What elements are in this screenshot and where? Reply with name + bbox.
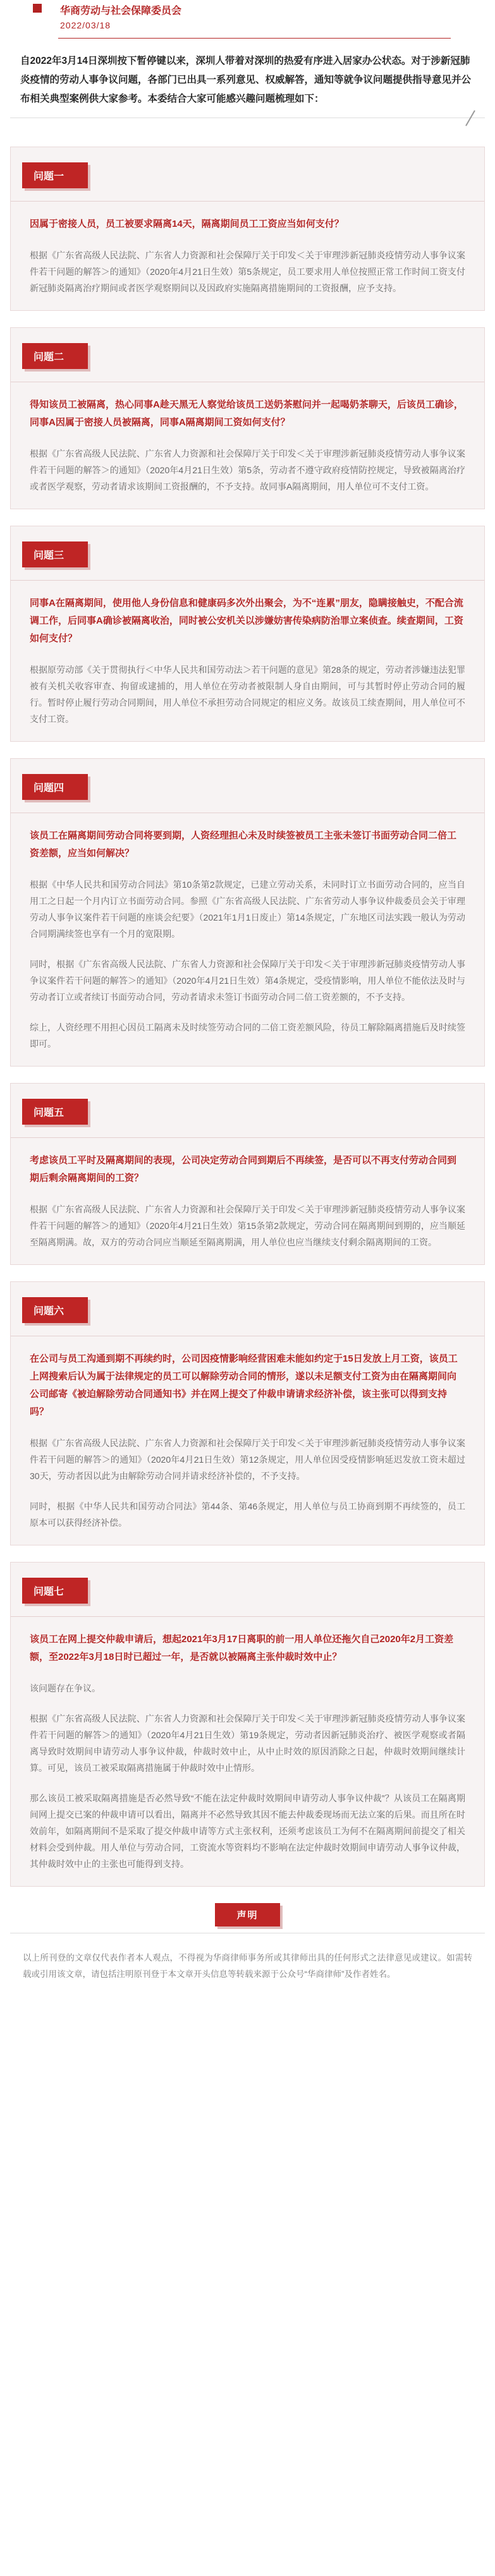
answer-block — [11, 1435, 484, 1531]
question-card — [10, 1562, 485, 1887]
question-tag: 问题五 — [22, 1099, 88, 1125]
organization-name: 华商劳动与社会保障委员会 — [60, 6, 182, 16]
question-text: 在公司与员工沟通到期不再续约时，公司因疫情影响经营困难未能如约定于15日发放上月工资，该员工上网搜索后认为属于法律规定的员工可以解除劳动合同的情形，遂以未足额支付工资为由在隔离期间向公司邮寄《被迫解除劳动合同通知书》并在网上提交了仲裁申请请求经济补偿，该主张可以得到支持吗？ — [30, 1353, 458, 1417]
card-divider — [11, 1616, 484, 1617]
card-divider — [11, 580, 484, 581]
question-tag: 问题一 — [22, 162, 88, 188]
answer-paragraph: 根据《广东省高级人民法院、广东省人力资源和社会保障厅关于印发＜关于审理涉新冠肺炎疫情劳动人事争议案件若干问题的解答＞的通知》（2020年4月21日生效）第15条第2款规定，劳动合同在隔离期间到期的，应当顺延至隔离期满。故，双方的劳动合同应当顺延至隔离期满，用人单位也应当继续支付剩余隔离期间的工资。 — [30, 1204, 465, 1247]
brand-mark — [33, 4, 42, 13]
answer-block — [11, 876, 484, 1052]
statement-header — [0, 1903, 495, 1926]
answer-block — [11, 662, 484, 727]
answer-paragraph: 该问题存在争议。 — [30, 1683, 101, 1693]
question-text: 同事A在隔离期间，使用他人身份信息和健康码多次外出聚会，为不“连累”朋友，隐瞒接触史，不配合流调工作，后同事A确诊被隔离收治，同时被公安机关以涉嫌妨害传染病防治罪立案侦查。续查期间，工资如何支付？ — [30, 598, 463, 644]
answer-paragraph: 根据《广东省高级人民法院、广东省人力资源和社会保障厅关于印发＜关于审理涉新冠肺炎疫情劳动人事争议案件若干问题的解答＞的通知》（2020年4月21日生效）第12条规定，用人单位因受疫情影响延迟发放工资未超过30天，劳动者因以此为由解除劳动合同并请求经济补偿的，不予支持。 — [30, 1438, 465, 1481]
card-divider — [11, 201, 484, 202]
question-card — [10, 526, 485, 742]
question-tag: 问题四 — [22, 774, 88, 800]
answer-block — [11, 445, 484, 495]
answer-paragraph: 根据《中华人民共和国劳动合同法》第10条第2款规定，已建立劳动关系，未同时订立书面劳动合同的，应当自用工之日起一个月内订立书面劳动合同。参照《广东省高级人民法院、广东省劳动人事争议仲裁委员会关于审理劳动人事争议案件若干问题的座谈会纪要》（2021年1月1日废止）第14条规定，广东地区司法实践一般认为劳动合同期满续签也享有一个月的宽限期。 — [30, 880, 465, 939]
question-text: 考虑该员工平时及隔离期间的表现，公司决定劳动合同到期后不再续签，是否可以不再支付劳动合同到期后剩余隔离期间的工资？ — [30, 1155, 457, 1183]
article-header — [0, 0, 495, 44]
question-card — [10, 147, 485, 311]
answer-paragraph: 根据《广东省高级人民法院、广东省人力资源和社会保障厅关于印发＜关于审理涉新冠肺炎疫情劳动人事争议案件若干问题的解答＞的通知》（2020年4月21日生效）第5条规定，员工要求用人单位按照正常工作时间工资支付新冠肺炎隔离治疗期间或者医学观察期间以及因政府实施隔离措施期间的工资报酬，应予支持。 — [30, 250, 465, 293]
card-divider — [11, 1137, 484, 1138]
question-list — [0, 147, 495, 1887]
question-text: 得知该员工被隔离，热心同事A趁天黑无人察觉给该员工送奶茶慰问并一起喝奶茶聊天，后该员工确诊，同事A因属于密接人员被隔离，同事A隔离期间工资如何支付？ — [30, 399, 463, 428]
intro-text: 自2022年3月14日深圳按下暂停键以来，深圳人带着对深圳的热爱有序进入居家办公状态。对于涉新冠肺炎疫情的劳动人事争议问题，各部门已出具一系列意见、权威解答，通知等就争议问题提供指导意见并公布相关典型案例供大家参考。本委结合大家可能感兴趣问题梳理如下： — [20, 56, 472, 104]
question-text: 该员工在网上提交仲裁申请后，想起2021年3月17日离职的前一用人单位还拖欠自己2020年2月工资差额，至2022年3月18日时已超过一年，是否就以被隔离主张仲裁时效中止？ — [30, 1634, 454, 1662]
answer-paragraph: 根据原劳动部《关于贯彻执行＜中华人民共和国劳动法＞若干问题的意见》第28条的规定，劳动者涉嫌违法犯罪被有关机关收容审查、拘留或逮捕的，用人单位在劳动者被限制人身自由期间，可与其暂时停止劳动合同的履行。暂时停止履行劳动合同期间，用人单位不承担劳动合同规定的相应义务。故该员工续查期间，用人单位可不支付工资。 — [30, 665, 465, 724]
answer-paragraph: 综上，人资经理不用担心因员工隔离未及时续签劳动合同的二倍工资差额风险，待员工解除隔离措施后及时续签即可。 — [30, 1022, 465, 1049]
statement-tag: 声明 — [215, 1903, 279, 1926]
slash-icon — [465, 110, 475, 126]
answer-block — [11, 1680, 484, 1872]
answer-paragraph: 同时，根据《广东省高级人民法院、广东省人力资源和社会保障厅关于印发＜关于审理涉新冠肺炎疫情劳动人事争议案件若干问题的解答＞的通知》（2020年4月21日生效）第4条规定，受疫情影响，用人单位不能依法及时与劳动者订立或者续订书面劳动合同，劳动者请求未签订书面劳动合同二倍工资差额的，不予支持。 — [30, 959, 465, 1002]
header-rule — [58, 38, 451, 39]
answer-paragraph: 根据《广东省高级人民法院、广东省人力资源和社会保障厅关于印发＜关于审理涉新冠肺炎疫情劳动人事争议案件若干问题的解答＞的通知》（2020年4月21日生效）第5条，劳动者不遵守政府疫情防控规定，导致被隔离治疗或者医学观察，劳动者请求该期间工资报酬的，不予支持。故同事A隔离期间，用人单位可不支付工资。 — [30, 449, 465, 492]
statement-text: 以上所刊登的文章仅代表作者本人观点，不得视为华商律师事务所或其律师出具的任何形式之法律意见或建议。如需转载或引用该文章，请包括注明原刊登于本文章开头信息等转载来源于公众号“华商律师”及作者姓名。 — [10, 1933, 485, 1995]
answer-paragraph: 同时，根据《中华人民共和国劳动合同法》第44条、第46条规定，用人单位与员工协商到期不再续签的，员工原本可以获得经济补偿。 — [30, 1501, 465, 1528]
question-card — [10, 1281, 485, 1545]
question-tag: 问题三 — [22, 541, 88, 567]
question-tag: 问题七 — [22, 1578, 88, 1604]
publish-date: 2022/03/18 — [60, 20, 111, 30]
question-card — [10, 327, 485, 509]
question-text: 该员工在隔离期间劳动合同将要到期，人资经理担心未及时续签被员工主张未签订书面劳动合同二倍工资差额，应当如何解决？ — [30, 830, 457, 859]
answer-paragraph: 根据《广东省高级人民法院、广东省人力资源和社会保障厅关于印发＜关于审理涉新冠肺炎疫情劳动人事争议案件若干问题的解答＞的通知》（2020年4月21日生效）第19条规定，劳动者因新冠肺炎治疗、被医学观察或者隔离导致时效期间申请劳动人事争议仲裁，仲裁时效中止，从中止时效的原因消除之日起，仲裁时效期间继续计算。可见，该员工被采取隔离措施属于仲裁时效中止情形。 — [30, 1714, 465, 1773]
question-card — [10, 1083, 485, 1265]
answer-block — [11, 1201, 484, 1250]
question-card — [10, 758, 485, 1067]
intro-divider — [10, 118, 485, 129]
answer-paragraph: 那么该员工被采取隔离措施是否必然导致“不能在法定仲裁时效期间申请劳动人事争议仲裁”？从该员工在隔离期间网上提交已案的仲裁申请可以看出，隔离并不必然导致其因不能去仲裁委现场而无法立案的后果。而且所在时效前年，如隔离期间不是采取了提交仲裁申请等方式主张权利，还须考虑该员工为何不在隔离期间前提交了相关材料会受到仲裁。用人单位与劳动合同，工资流水等资料均不影响在法定仲裁时效期间申请劳动人事争议仲裁，其仲裁时效中止的主张也可能得到支持。 — [30, 1793, 465, 1869]
question-tag: 问题六 — [22, 1297, 88, 1323]
answer-block — [11, 247, 484, 296]
question-tag: 问题二 — [22, 343, 88, 369]
question-text: 因属于密接人员，员工被要求隔离14天，隔离期间员工工资应当如何支付？ — [30, 219, 344, 229]
